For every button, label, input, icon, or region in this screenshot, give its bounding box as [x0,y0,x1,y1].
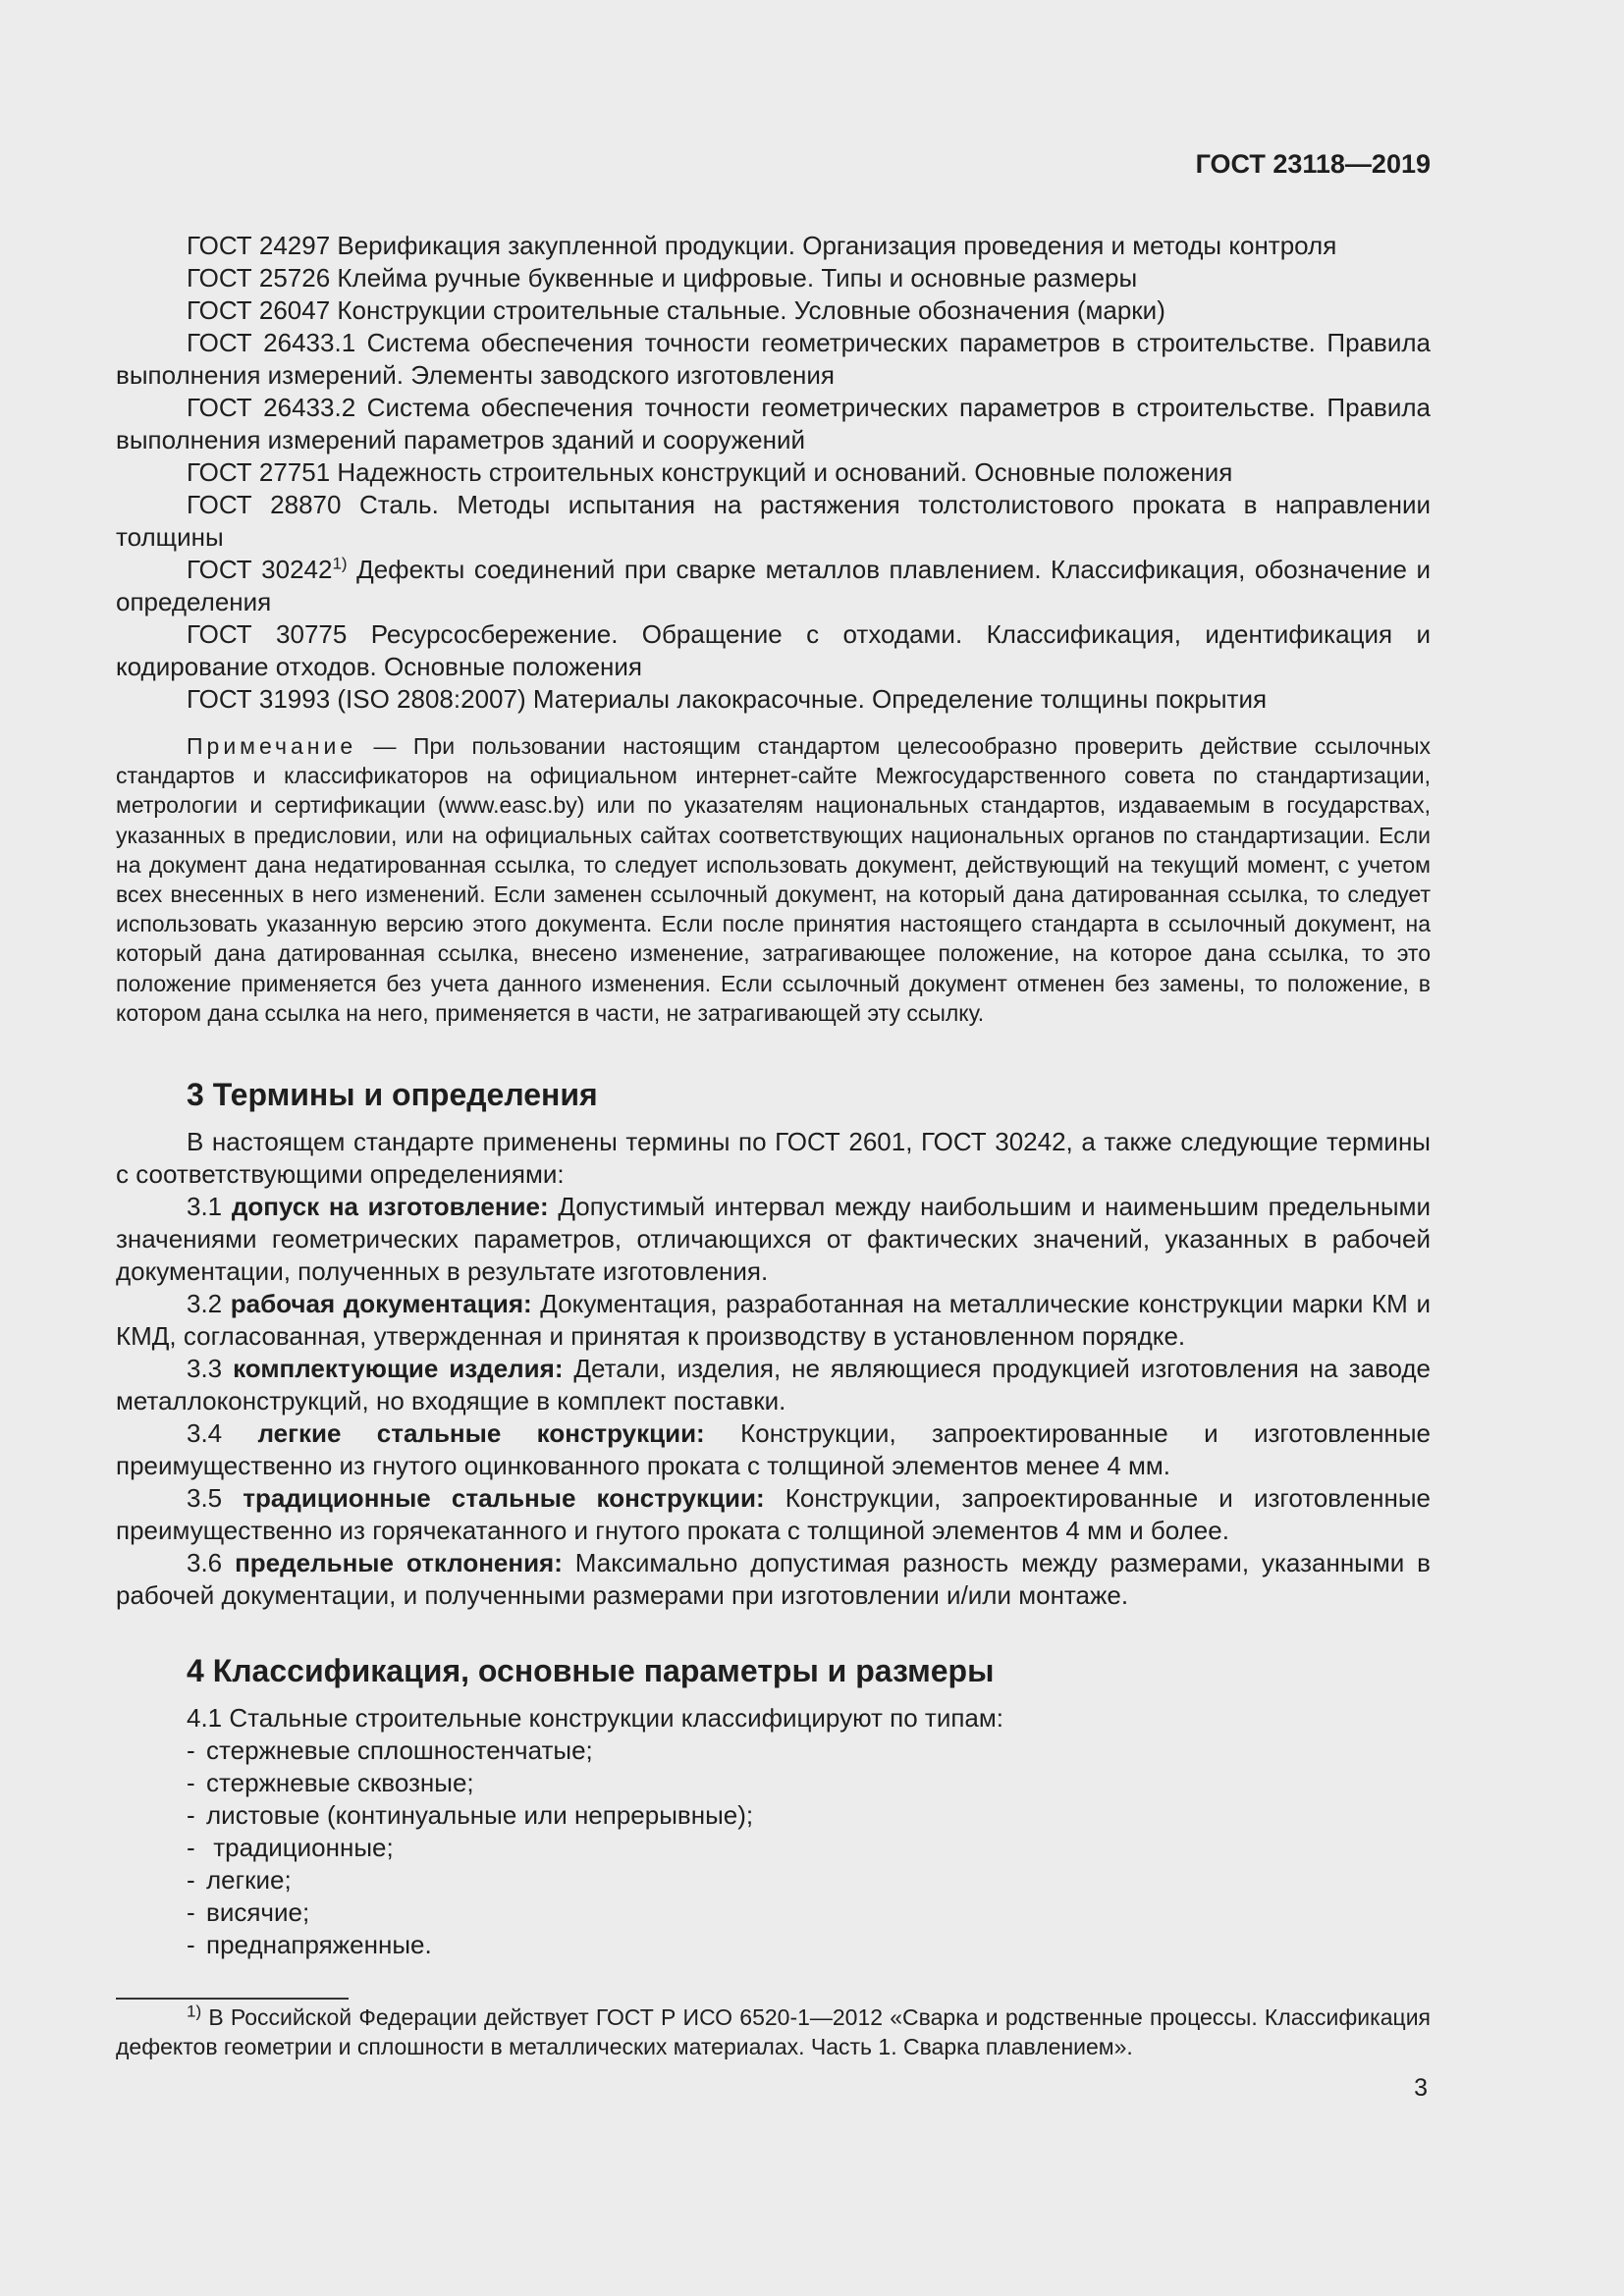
list-dash: - [187,1800,195,1831]
page-number: 3 [1414,2074,1428,2102]
list-dash: - [187,1865,195,1896]
term-name: легкие стальные конструкции: [257,1418,705,1449]
list-dash: - [187,1833,195,1863]
footnote [116,2002,1431,2061]
list-item-text: листовые (континуальные или непрерывные); [206,1800,754,1831]
list-item [187,1896,1431,1929]
note-dash: — [356,733,413,759]
list-dash: - [187,1735,195,1766]
list-dash: - [187,1897,195,1928]
reference-item: ГОСТ 26433.2 Система обеспечения точности геометрических параметров в строительстве. Правила выполнения измерений параметров зданий и сооружений [116,393,1431,454]
term-definition: Максимально допустимая разность между размерами, указанными в рабочей документации, и полученными размерами при изготовлении и/или монтаже. [116,1548,1431,1611]
reference-item: ГОСТ 28870 Сталь. Методы испытания на растяжения толстолистового проката в направлении толщины [116,490,1431,552]
term-item [116,1547,1431,1612]
terms-intro: В настоящем стандарте применены термины по ГОСТ 2601, ГОСТ 30242, а также следующие термины с соответствующими определениями: [116,1127,1431,1190]
term-item [116,1482,1431,1547]
reference-item: ГОСТ 24297 Верификация закупленной продукции. Организация проведения и методы контроля [187,231,1337,260]
list-item-text: стержневые сквозные; [206,1768,474,1798]
term-definition: Допустимый интервал между наибольшим и наименьшим предельными значениями геометрических параметров, отличающихся от фактических значений, указанных в рабочей документации, полученных в результате изготовления. [116,1192,1431,1287]
term-number: 3.2 [187,1289,231,1319]
reference-code: ГОСТ 30242 [187,555,333,584]
list-item [187,1735,1431,1767]
section-3-heading: 3 Термины и определения [187,1077,598,1113]
section-4-heading: 4 Классификация, основные параметры и размеры [187,1653,995,1689]
list-item-text: преднапряженные. [206,1930,432,1960]
reference-item: ГОСТ 30775 Ресурсосбережение. Обращение с отходами. Классификация, идентификация и кодирование отходов. Основные положения [116,619,1431,681]
term-item [116,1288,1431,1353]
reference-item [116,554,1431,618]
reference-item: ГОСТ 26047 Конструкции строительные стальные. Условные обозначения (марки) [187,295,1165,325]
term-name: комплектующие изделия: [233,1354,564,1384]
reference-title: Дефекты соединений при сварке металлов плавлением. Классификация, обозначение и определения [116,555,1431,616]
term-definition: Детали, изделия, не являющиеся продукцией изготовления на заводе металлоконструкций, но входящие в комплект поставки. [116,1354,1431,1416]
list-item-text: висячие; [206,1897,310,1928]
list-item-text: стержневые сплошностенчатые; [206,1735,593,1766]
classification-list [187,1735,1431,1961]
classification-intro: 4.1 Стальные строительные конструкции классифицируют по типам: [187,1703,1003,1734]
list-item [187,1864,1431,1896]
term-number: 3.5 [187,1483,244,1514]
footnote-mark: 1) [187,2002,202,2021]
list-item-text: легкие; [206,1865,292,1896]
reference-item: ГОСТ 31993 (ISO 2808:2007) Материалы лакокрасочные. Определение толщины покрытия [187,684,1268,714]
document-header: ГОСТ 23118—2019 [1195,149,1431,179]
reference-item: ГОСТ 26433.1 Система обеспечения точности геометрических параметров в строительстве. Правила выполнения измерений. Элементы заводского изготовления [116,328,1431,390]
list-item [187,1929,1431,1961]
term-number: 3.3 [187,1354,234,1384]
term-name: допуск на изготовление: [231,1192,549,1222]
footnote-text: В Российской Федерации действует ГОСТ Р ИСО 6520-1—2012 «Сварка и родственные процессы. Классификация дефектов геометрии и сплошности в металлических материалах. Часть 1. Сварка плавлением». [116,2004,1431,2059]
terms-section [116,1126,1431,1612]
note-paragraph [116,731,1431,1028]
term-item [116,1191,1431,1288]
term-name: рабочая документация: [230,1289,532,1319]
footnote-divider [116,1998,349,2000]
list-dash: - [187,1768,195,1798]
note-label: Примечание [187,733,357,759]
normative-references [116,230,1431,716]
term-definition: Документация, разработанная на металлические конструкции марки КМ и КМД, согласованная, утвержденная и принятая к производству в установленном порядке. [116,1289,1431,1352]
term-definition: Конструкции, запроектированные и изготовленные преимущественно из гнутого оцинкованного проката с толщиной элементов менее 4 мм. [116,1418,1431,1481]
list-item [187,1767,1431,1799]
term-name: предельные отклонения: [235,1548,563,1578]
list-item [187,1832,1431,1864]
term-item [116,1417,1431,1482]
term-number: 3.4 [187,1418,258,1449]
list-item [187,1799,1431,1832]
term-name: традиционные стальные конструкции: [243,1483,765,1514]
list-item-text: традиционные; [206,1833,394,1863]
term-definition: Конструкции, запроектированные и изготовленные преимущественно из горячекатанного и гнутого проката с толщиной элементов 4 мм и более. [116,1483,1431,1546]
term-number: 3.1 [187,1192,232,1222]
term-number: 3.6 [187,1548,236,1578]
footnote-ref: 1) [332,554,348,573]
list-dash: - [187,1930,195,1960]
term-item [116,1353,1431,1417]
reference-item: ГОСТ 27751 Надежность строительных конструкций и оснований. Основные положения [187,457,1233,487]
reference-item: ГОСТ 25726 Клейма ручные буквенные и цифровые. Типы и основные размеры [187,263,1138,293]
note-text: При пользовании настоящим стандартом целесообразно проверить действие ссылочных стандартов и классификаторов на официальном интернет-сайте Межгосударственного совета по стандартизации, метрологии и сертификации (www.easc.by) или по указателям национальных стандартов, издаваемым в государствах, указанных в предисловии, или на официальных сайтах соответствующих национальных органов по стандартизации. Если на документ дана недатированная ссылка, то следует использовать документ, действующий на текущий момент, с учетом всех внесенных в него изменений. Если заменен ссылочный документ, на который дана датированная ссылка, то следует использовать указанную версию этого документа. Если после принятия настоящего стандарта в ссылочный документ, на который дана датированная ссылка, внесено изменение, затрагивающее положение, на которое дана ссылка, то это положение применяется без учета данного изменения. Если ссылочный документ отменен без замены, то положение, в котором дана ссылка на него, применяется в части, не затрагивающей эту ссылку. [116,733,1431,1026]
